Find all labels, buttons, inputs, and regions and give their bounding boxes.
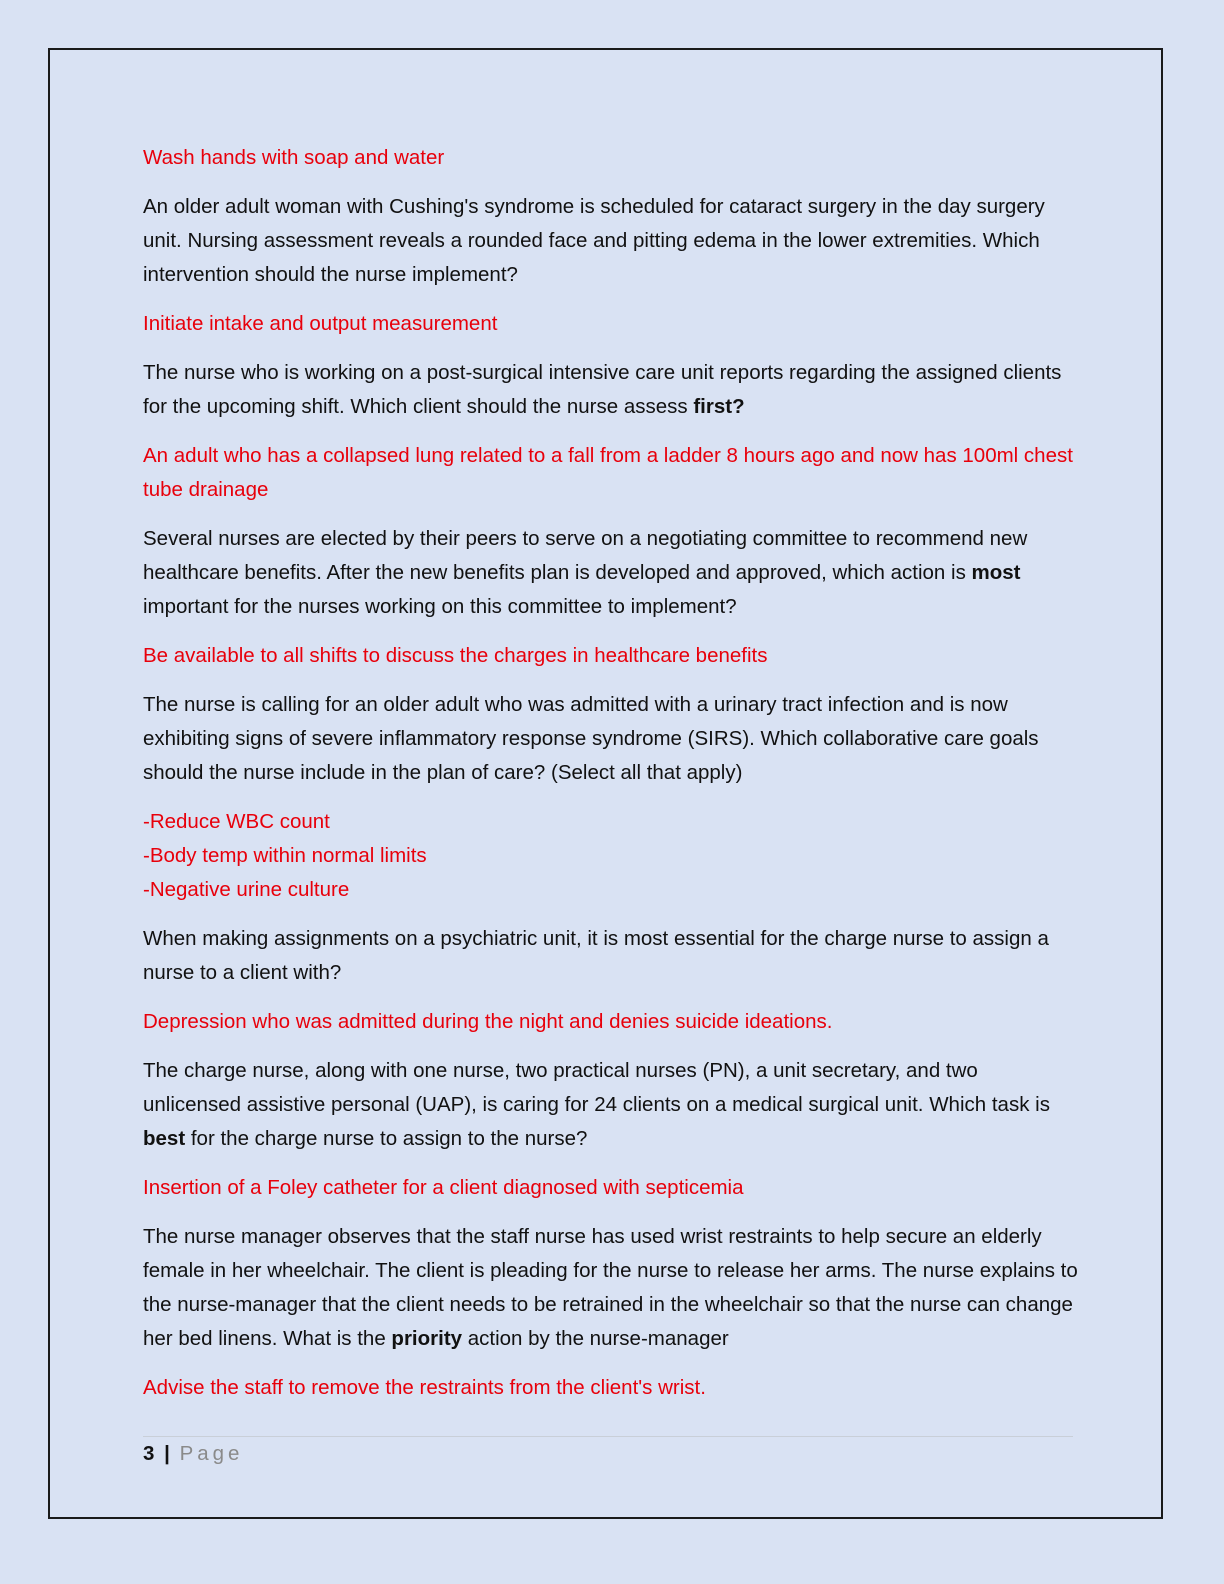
page-footer bbox=[143, 1438, 243, 1470]
answer-text: Insertion of a Foley catheter for a client diagnosed with septicemia bbox=[143, 1176, 744, 1199]
page-number: 3 bbox=[143, 1442, 155, 1465]
answer-text: Initiate intake and output measurement bbox=[143, 312, 498, 335]
question-text-part: for the charge nurse to assign to the nurse? bbox=[185, 1127, 588, 1150]
footer-divider bbox=[143, 1436, 1073, 1437]
footer-separator: | bbox=[164, 1442, 170, 1465]
question-emphasis: most bbox=[971, 561, 1021, 584]
question-text: The nurse is calling for an older adult who was admitted with a urinary tract infection and is now exhibiting signs of severe inflammatory response syndrome (SIRS). Which collaborative care goals should the nurse include in the plan of care? (Select all that apply) bbox=[143, 693, 1039, 784]
question-text-part: action by the nurse-manager bbox=[462, 1327, 729, 1350]
question-text bbox=[143, 356, 1078, 424]
question-text-part: The charge nurse, along with one nurse, two practical nurses (PN), a unit secretary, and two unlicensed assistive personal (UAP), is caring for 24 clients on a medical surgical unit. Which task is bbox=[143, 1059, 1050, 1116]
answer-text: Wash hands with soap and water bbox=[143, 146, 445, 169]
page-label: Page bbox=[179, 1442, 244, 1465]
question-emphasis: priority bbox=[391, 1327, 463, 1350]
question-text: An older adult woman with Cushing's syndrome is scheduled for cataract surgery in the day surgery unit. Nursing assessment reveals a rounded face and pitting edema in the lower extremities. Which intervention should the nurse implement? bbox=[143, 195, 1045, 286]
page-content bbox=[143, 141, 1078, 1420]
answer-list-item: -Body temp within normal limits bbox=[143, 844, 427, 867]
answer-list bbox=[143, 805, 1078, 907]
answer-text: An adult who has a collapsed lung related to a fall from a ladder 8 hours ago and now has 100ml chest tube drainage bbox=[143, 444, 1073, 501]
question-text bbox=[143, 1054, 1078, 1156]
question-emphasis: best bbox=[143, 1127, 186, 1150]
question-text-part: The nurse manager observes that the staff nurse has used wrist restraints to help secure an elderly female in her wheelchair. The client is pleading for the nurse to release her arms. The nurse explains to the nurse-manager that the client needs to be retrained in the wheelchair so that the nurse can change her bed linens. What is the bbox=[143, 1225, 1078, 1350]
question-text bbox=[143, 522, 1078, 624]
question-text-part: Several nurses are elected by their peers to serve on a negotiating committee to recommend new healthcare benefits. After the new benefits plan is developed and approved, which action is bbox=[143, 527, 1028, 584]
answer-text: Be available to all shifts to discuss the charges in healthcare benefits bbox=[143, 644, 768, 667]
question-text: When making assignments on a psychiatric unit, it is most essential for the charge nurse to assign a nurse to a client with? bbox=[143, 927, 1049, 984]
answer-text: Depression who was admitted during the night and denies suicide ideations. bbox=[143, 1010, 833, 1033]
answer-text: Advise the staff to remove the restraints from the client's wrist. bbox=[143, 1376, 706, 1399]
question-text-part: The nurse who is working on a post-surgical intensive care unit reports regarding the assigned clients for the upcoming shift. Which client should the nurse assess bbox=[143, 361, 1062, 418]
answer-list-item: -Negative urine culture bbox=[143, 878, 350, 901]
question-emphasis: first? bbox=[693, 395, 745, 418]
question-text-part: important for the nurses working on this committee to implement? bbox=[143, 595, 737, 618]
question-text bbox=[143, 1220, 1078, 1356]
answer-list-item: -Reduce WBC count bbox=[143, 810, 330, 833]
